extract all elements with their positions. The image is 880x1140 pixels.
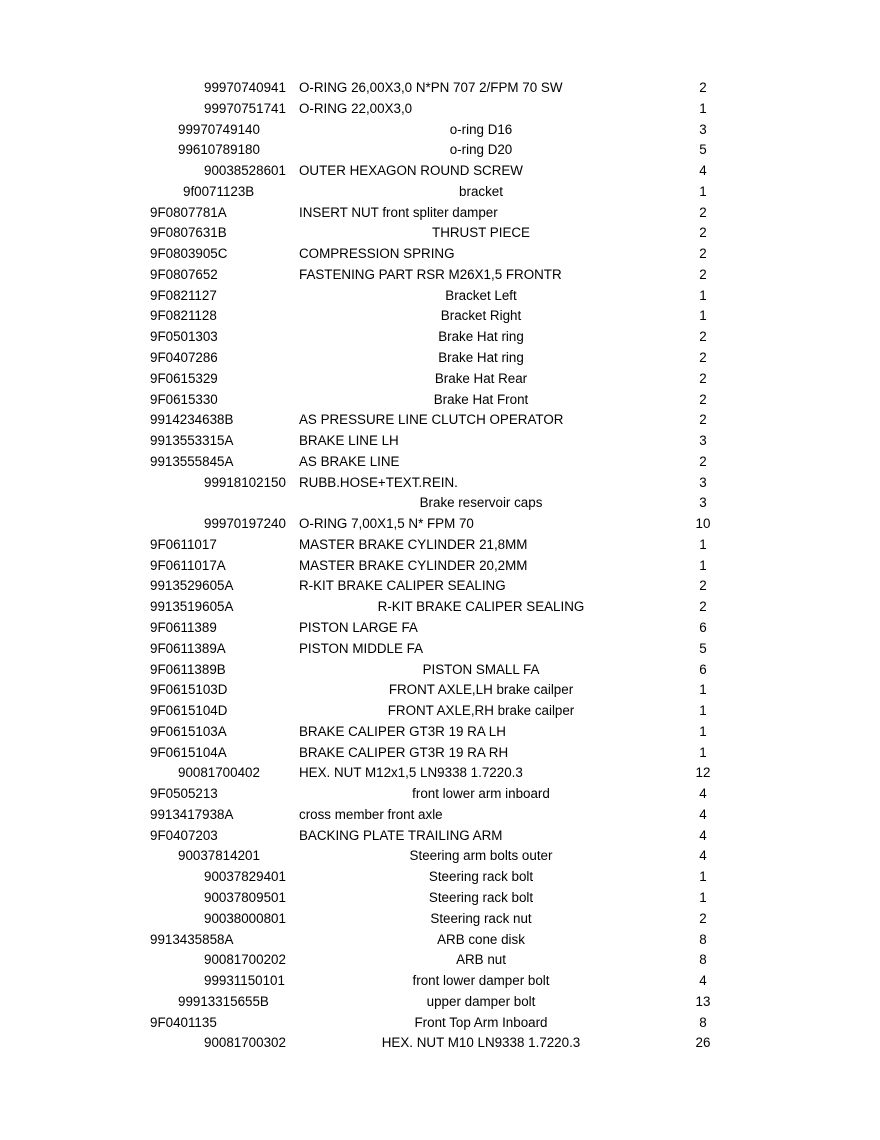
part-quantity: 12 (695, 765, 711, 781)
part-quantity: 4 (699, 827, 707, 843)
part-description: BRAKE LINE LH (299, 433, 399, 449)
part-number: 9F0807781A (150, 204, 227, 220)
part-number: 99913315655B (178, 993, 269, 1009)
part-quantity: 2 (699, 910, 707, 926)
table-row (0, 888, 880, 908)
part-description: Steering arm bolts outer (409, 848, 553, 864)
table-row (0, 763, 880, 783)
part-number: 9913555845A (150, 453, 234, 469)
part-quantity: 1 (699, 744, 707, 760)
table-row (0, 909, 880, 929)
part-description: Steering rack bolt (428, 869, 534, 885)
part-description: PISTON MIDDLE FA (299, 640, 424, 656)
part-quantity: 1 (699, 287, 707, 303)
table-row (0, 514, 880, 534)
part-description: Steering rack bolt (428, 890, 534, 906)
part-number: 90081700402 (178, 765, 260, 781)
part-quantity: 1 (699, 183, 707, 199)
part-number: 9F0611389B (150, 661, 226, 677)
table-row (0, 431, 880, 451)
part-description: Brake Hat ring (438, 329, 524, 345)
part-number: 9F0615330 (150, 391, 218, 407)
part-quantity: 2 (699, 266, 707, 282)
part-quantity: 26 (695, 1035, 711, 1051)
part-number: 9913435858A (150, 931, 234, 947)
part-number: 99970197240 (204, 516, 286, 532)
part-quantity: 6 (699, 620, 707, 636)
part-number: 99970751741 (204, 100, 286, 116)
table-row (0, 950, 880, 970)
part-description: AS PRESSURE LINE CLUTCH OPERATOR (299, 412, 564, 428)
part-quantity: 4 (699, 848, 707, 864)
part-number: 9913519605A (150, 599, 234, 615)
part-quantity: 4 (699, 163, 707, 179)
table-row (0, 722, 880, 742)
part-number: 9913417938A (150, 806, 234, 822)
part-number: 9F0611017A (150, 557, 226, 573)
part-description: O-RING 7,00X1,5 N* FPM 70 (299, 516, 474, 532)
part-quantity: 1 (699, 536, 707, 552)
table-row (0, 618, 880, 638)
table-row (0, 639, 880, 659)
part-number: 9F0807652 (150, 266, 218, 282)
part-description: cross member front axle (299, 806, 443, 822)
table-row (0, 120, 880, 140)
part-quantity: 1 (699, 703, 707, 719)
part-description: BACKING PLATE TRAILING ARM (299, 827, 503, 843)
part-number: 90037829401 (204, 869, 286, 885)
part-description: bracket (459, 183, 503, 199)
part-quantity: 3 (699, 433, 707, 449)
part-description: Steering rack nut (430, 910, 532, 926)
table-row (0, 1033, 880, 1053)
part-number: 9F0821128 (150, 308, 217, 324)
part-number: 9F0803905C (150, 246, 228, 262)
table-row (0, 161, 880, 181)
part-number: 9F0407203 (150, 827, 218, 843)
part-description: OUTER HEXAGON ROUND SCREW (299, 163, 523, 179)
part-quantity: 4 (699, 806, 707, 822)
part-number: 90038000801 (204, 910, 286, 926)
table-row (0, 867, 880, 887)
table-row (0, 390, 880, 410)
table-row (0, 369, 880, 389)
part-quantity: 1 (699, 557, 707, 573)
part-number: 9F0407286 (150, 350, 218, 365)
table-row (0, 286, 880, 306)
table-row (0, 182, 880, 202)
table-row (0, 784, 880, 804)
part-quantity: 3 (699, 474, 707, 490)
part-description: Bracket Right (440, 308, 522, 324)
part-description: FASTENING PART RSR M26X1,5 FRONTR (299, 266, 562, 282)
part-description: o-ring D20 (449, 142, 513, 158)
part-quantity: 6 (699, 661, 707, 677)
part-quantity: 2 (699, 453, 707, 469)
part-quantity: 1 (699, 308, 707, 324)
part-quantity: 2 (699, 225, 707, 241)
part-number: 9F0615103A (150, 723, 227, 739)
part-description: o-ring D16 (449, 121, 513, 137)
part-quantity: 2 (699, 578, 707, 594)
table-row (0, 680, 880, 700)
part-quantity: 2 (699, 412, 707, 428)
table-row (0, 348, 880, 368)
part-number: 90081700202 (204, 952, 286, 968)
part-quantity: 2 (699, 350, 707, 365)
part-number: 9914234638B (150, 412, 234, 428)
part-description: AS BRAKE LINE (299, 453, 400, 469)
part-number: 99970740941 (204, 80, 286, 95)
part-number: 99970749140 (178, 121, 260, 137)
part-quantity: 1 (699, 682, 707, 698)
part-quantity: 5 (699, 142, 707, 158)
part-description: O-RING 22,00X3,0 (299, 100, 413, 116)
part-description: Front Top Arm Inboard (414, 1014, 548, 1030)
table-row (0, 992, 880, 1012)
part-number: 9F0615103D (150, 682, 228, 698)
part-number: 9F0611389 (150, 620, 217, 636)
part-number: 9F0615104A (150, 744, 227, 760)
part-number: 9F0611389A (150, 640, 226, 656)
table-row (0, 971, 880, 991)
part-description: ARB cone disk (437, 931, 525, 947)
part-quantity: 4 (699, 973, 707, 989)
part-quantity: 3 (699, 121, 707, 137)
table-row (0, 701, 880, 721)
part-description: BRAKE CALIPER GT3R 19 RA LH (299, 723, 506, 739)
part-quantity: 2 (699, 204, 707, 220)
part-description: BRAKE CALIPER GT3R 19 RA RH (299, 744, 509, 760)
part-quantity: 1 (699, 723, 707, 739)
part-description: THRUST PIECE (432, 225, 530, 241)
part-description: O-RING 26,00X3,0 N*PN 707 2/FPM 70 SW (299, 80, 563, 95)
part-description: ARB nut (456, 952, 506, 968)
part-quantity: 8 (699, 1014, 707, 1030)
part-description: Brake Hat Front (433, 391, 529, 407)
table-row (0, 597, 880, 617)
part-number: 9913553315A (150, 433, 234, 449)
part-description: R-KIT BRAKE CALIPER SEALING (377, 599, 585, 615)
table-row (0, 660, 880, 680)
part-description: RUBB.HOSE+TEXT.REIN. (299, 474, 458, 490)
part-description: Brake Hat Rear (434, 370, 528, 386)
part-number: 90038528601 (204, 163, 286, 179)
part-description: Brake reservoir caps (419, 495, 543, 511)
part-number: 9F0821127 (150, 287, 217, 303)
table-row (0, 576, 880, 596)
part-description: upper damper bolt (426, 993, 536, 1009)
table-row (0, 265, 880, 285)
part-quantity: 13 (695, 993, 711, 1009)
table-row (0, 743, 880, 763)
part-quantity: 2 (699, 246, 707, 262)
table-row (0, 327, 880, 347)
table-row (0, 930, 880, 950)
part-description: INSERT NUT front spliter damper (299, 204, 498, 220)
part-description: FRONT AXLE,LH brake cailper (388, 682, 574, 698)
part-quantity: 2 (699, 391, 707, 407)
part-number: 9913529605A (150, 578, 234, 594)
table-row (0, 535, 880, 555)
part-number: 90037809501 (204, 890, 286, 906)
part-description: HEX. NUT M12x1,5 LN9338 1.7220.3 (299, 765, 523, 781)
table-row (0, 452, 880, 472)
table-row (0, 1013, 880, 1033)
part-number: 9F0611017 (150, 536, 217, 552)
part-description: Bracket Left (445, 287, 517, 303)
part-number: 99610789180 (178, 142, 260, 158)
part-number: 9F0615329 (150, 370, 218, 386)
table-row (0, 410, 880, 430)
part-description: front lower damper bolt (412, 973, 550, 989)
table-row (0, 493, 880, 513)
part-quantity: 4 (699, 786, 707, 802)
part-quantity: 2 (699, 599, 707, 615)
part-number: 99918102150 (204, 474, 286, 490)
part-quantity: 1 (699, 890, 707, 906)
part-description: HEX. NUT M10 LN9338 1.7220.3 (381, 1035, 581, 1051)
table-row (0, 826, 880, 846)
part-description: MASTER BRAKE CYLINDER 21,8MM (299, 536, 528, 552)
part-quantity: 2 (699, 80, 707, 95)
part-quantity: 1 (699, 869, 707, 885)
part-description: front lower arm inboard (412, 786, 550, 802)
part-quantity: 5 (699, 640, 707, 656)
table-row (0, 140, 880, 160)
part-number: 90081700302 (204, 1035, 286, 1051)
table-row (0, 99, 880, 119)
part-quantity: 10 (695, 516, 711, 532)
part-description: Brake Hat ring (438, 350, 524, 365)
part-quantity: 3 (699, 495, 707, 511)
part-number: 9F0807631B (150, 225, 227, 241)
table-row (0, 846, 880, 866)
part-description: R-KIT BRAKE CALIPER SEALING (299, 578, 506, 594)
part-number: 99931150101 (204, 973, 285, 989)
table-row (0, 556, 880, 576)
table-row (0, 78, 880, 98)
table-row (0, 223, 880, 243)
part-quantity: 8 (699, 931, 707, 947)
part-number: 9f0071123B (183, 183, 255, 199)
table-row (0, 805, 880, 825)
table-row (0, 473, 880, 493)
part-description: COMPRESSION SPRING (299, 246, 455, 262)
table-row (0, 244, 880, 264)
part-quantity: 1 (699, 100, 707, 116)
part-number: 9F0615104D (150, 703, 228, 719)
part-description: MASTER BRAKE CYLINDER 20,2MM (299, 557, 528, 573)
part-number: 9F0501303 (150, 329, 218, 345)
part-description: FRONT AXLE,RH brake cailper (387, 703, 575, 719)
table-row (0, 203, 880, 223)
part-number: 9F0505213 (150, 786, 218, 802)
part-quantity: 2 (699, 329, 707, 345)
part-number: 9F0401135 (150, 1014, 217, 1030)
part-number: 90037814201 (178, 848, 260, 864)
table-row (0, 306, 880, 326)
part-quantity: 8 (699, 952, 707, 968)
part-description: PISTON LARGE FA (299, 620, 418, 636)
part-description: PISTON SMALL FA (422, 661, 540, 677)
part-quantity: 2 (699, 370, 707, 386)
